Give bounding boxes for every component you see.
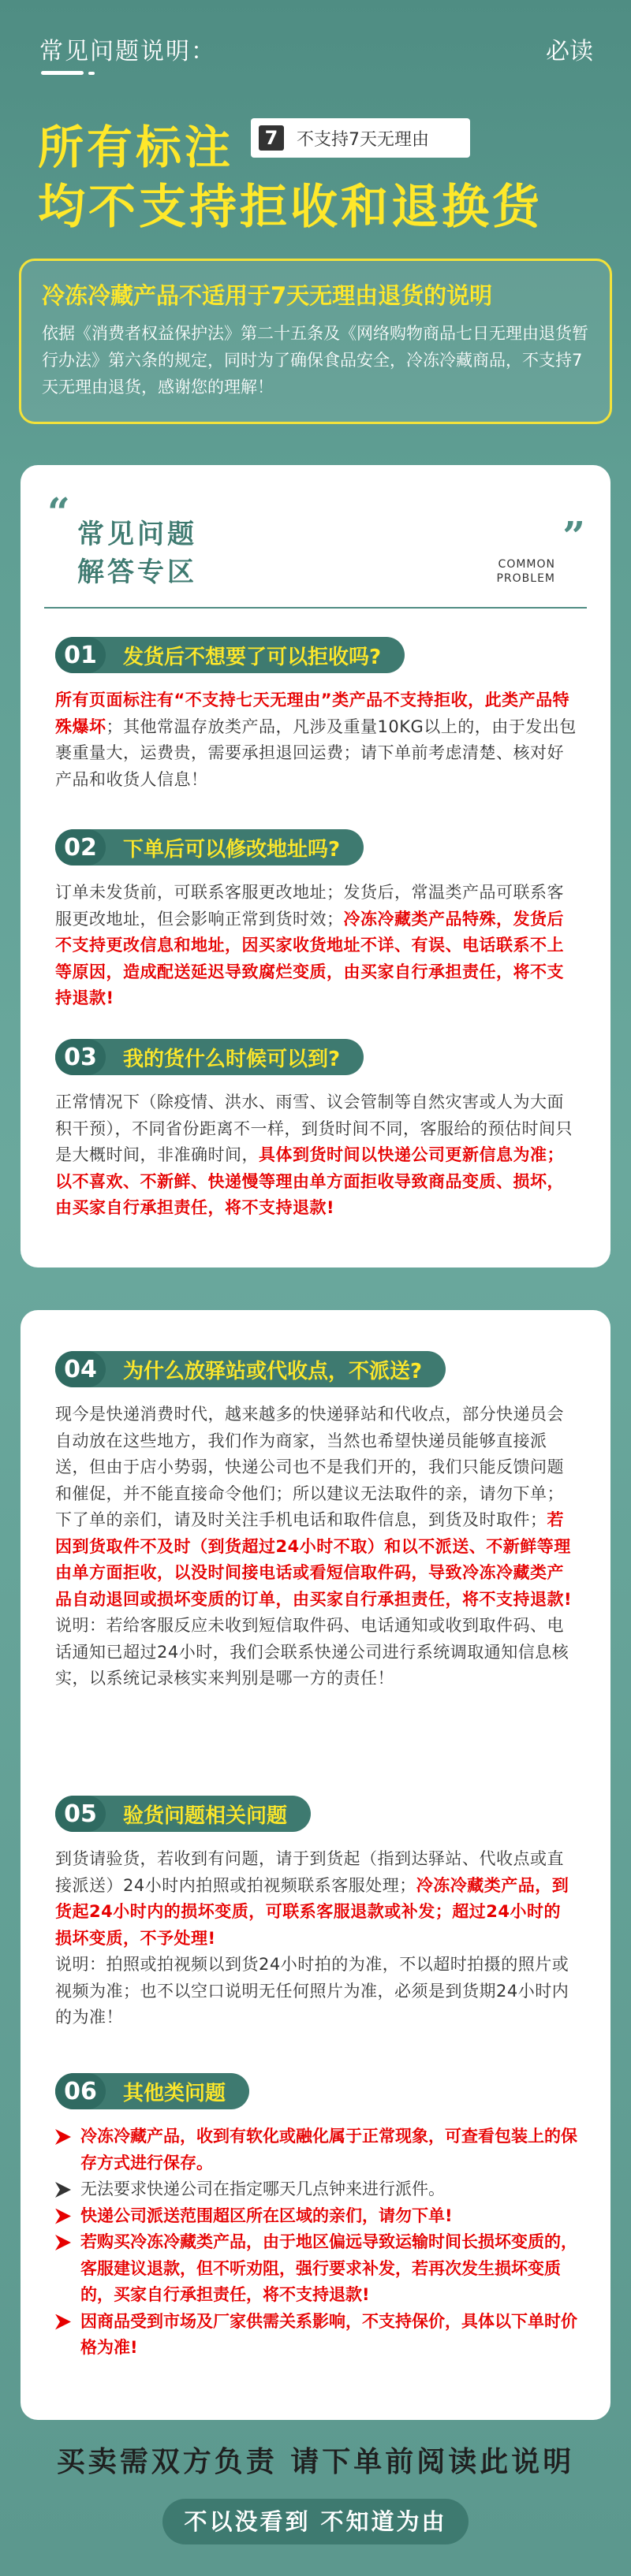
list-item-text: 因商品受到市场及厂家供需关系影响，不支持保价，具体以下单时价格为准! <box>80 2311 577 2357</box>
close-quote-icon: ” <box>562 512 585 559</box>
answer-note: 说明：拍照或拍视频以到货24小时拍的为准，不以超时拍摄的照片或视频为准；也不以空口说明无任何照片为准，必须是到货期24小时内的为准！ <box>55 1955 569 2027</box>
list-item <box>55 2124 584 2176</box>
answer-highlight: 冷冻冷藏类产品，到货起24小时内的损坏变质，可联系客服退款或补发；超过24小时的损坏变质，不予处理! <box>55 1875 569 1948</box>
faq-title-line2: 解答专区 <box>77 557 197 588</box>
question-number: 06 <box>55 2073 106 2109</box>
question-number: 04 <box>55 1351 106 1387</box>
list-item <box>55 2229 584 2309</box>
notice-title: 冷冻冷藏产品不适用于7天无理由退货的说明 <box>42 282 493 309</box>
faq-card-2 <box>21 1310 610 2420</box>
answer-05 <box>55 1846 577 2031</box>
footer-banner: 不以没看到 不知道为由 <box>162 2499 469 2544</box>
question-title: 验货问题相关问题 <box>123 1804 288 1828</box>
question-number: 05 <box>55 1796 106 1832</box>
arrow-bullet-icon <box>55 2129 71 2145</box>
no-7-day-return-badge <box>251 118 470 158</box>
answer-04 <box>55 1402 577 1692</box>
hero-title-line2: 均不支持拒收和退换货 <box>38 180 543 235</box>
question-number: 02 <box>55 829 106 865</box>
question-number: 01 <box>55 637 106 673</box>
answer-highlight: 若因到货取件不及时（到货超过24小时不取）和以不派送、不新鲜等理由单方面拒收，以没时间接电话或看短信取件码，导致冷冻冷藏类产品自动退回或损坏变质的订单，由买家自行承担责任，将不支持退款! <box>55 1510 573 1609</box>
open-quote-icon: “ <box>47 489 70 535</box>
list-item <box>55 2203 584 2230</box>
question-heading-02 <box>55 829 364 865</box>
question-title: 为什么放驿站或代收点，不派送? <box>123 1359 423 1383</box>
answer-01 <box>55 687 577 793</box>
footer-statement: 买卖需双方负责 请下单前阅读此说明 <box>56 2446 575 2478</box>
must-read-label: 必读 <box>546 38 593 65</box>
question-heading-05 <box>55 1796 311 1832</box>
answer-03 <box>55 1089 577 1222</box>
question-title: 我的货什么时候可以到? <box>123 1047 341 1071</box>
seven-day-icon: 7 <box>259 125 284 151</box>
return-policy-notice <box>19 259 612 424</box>
answer-highlight: 具体到货时间以快递公司更新信息为准；以不喜欢、不新鲜、快递慢等理由单方面拒收导致商品变质、损坏，由买家自行承担责任，将不支持退款! <box>55 1145 564 1217</box>
arrow-bullet-icon <box>55 2182 71 2198</box>
question-title: 发货后不想要了可以拒收吗? <box>123 645 382 669</box>
answer-highlight: 冷冻冷藏类产品特殊，发货后不支持更改信息和地址，因买家收货地址不详、有误、电话联系不上等原因，造成配送延迟导致腐烂变质，由买家自行承担责任，将不支持退款! <box>55 909 564 1007</box>
answer-text: 订单未发货前，可联系客服更改地址；发货后，常温类产品可联系客服更改地址，但会影响正常到货时效； <box>55 883 564 929</box>
header-divider <box>44 607 587 609</box>
answer-text: ；其他常温存放类产品，凡涉及重量10KG以上的，由于发出包裹重量大，运费贵，需要承担退回运费；请下单前考虑清楚、核对好产品和收货人信息！ <box>55 717 577 789</box>
underline-decoration <box>41 71 84 75</box>
list-item <box>55 2309 584 2362</box>
question-heading-06 <box>55 2073 249 2109</box>
list-item-text: 快递公司派送范围超区所在区域的亲们，请勿下单! <box>80 2206 453 2225</box>
faq-header <box>21 465 610 615</box>
answer-note: 说明：若给客服反应未收到短信取件码、电话通知或收到取件码、电话通知已超过24小时，我们会联系快递公司进行系统调取通知信息核实，以系统记录核实来判别是哪一方的责任！ <box>55 1616 569 1688</box>
faq-card-1 <box>21 465 610 1268</box>
arrow-bullet-icon <box>55 2209 71 2224</box>
question-title: 下单后可以修改地址吗? <box>123 837 341 862</box>
list-item-text: 若购买冷冻冷藏类产品，由于地区偏远导致运输时间长损坏变质的，客服建议退款，但不听劝阻，强行要求补发，若再次发生损坏变质的，买家自行承担责任，将不支持退款! <box>80 2232 577 2304</box>
question-number: 03 <box>55 1039 106 1075</box>
section-label: 常见问题说明： <box>39 38 216 65</box>
list-item-text: 无法要求快递公司在指定哪天几点钟来进行派件。 <box>80 2180 445 2198</box>
answer-text: 到货请验货，若收到有问题，请于到货起（指到达驿站、代收点或直接派送）24小时内拍照或拍视频联系客服处理； <box>55 1849 564 1895</box>
question-heading-04 <box>55 1351 446 1387</box>
question-heading-01 <box>55 637 405 673</box>
underline-dot-decoration <box>88 72 95 75</box>
arrow-bullet-icon <box>55 2314 71 2330</box>
badge-text: 不支持7天无理由 <box>297 129 429 150</box>
list-item <box>55 2176 584 2203</box>
list-item-text: 冷冻冷藏产品，收到有软化或融化属于正常现象，可查看包装上的保存方式进行保存。 <box>80 2127 577 2172</box>
arrow-bullet-icon <box>55 2235 71 2250</box>
faq-english-line1: COMMON <box>498 558 555 571</box>
faq-title-line1: 常见问题 <box>77 519 197 550</box>
top-bar <box>0 0 631 95</box>
question-heading-03 <box>55 1039 364 1075</box>
faq-english-line2: PROBLEM <box>496 572 555 585</box>
other-issues-list <box>55 2124 584 2362</box>
notice-body: 依据《消费者权益保护法》第二十五条及《网络购物商品七日无理由退货暂行办法》第六条的规定，同时为了确保食品安全，冷冻冷藏商品，不支持7天无理由退货，感谢您的理解！ <box>42 324 588 396</box>
question-title: 其他类问题 <box>123 2081 226 2105</box>
answer-highlight: 所有页面标注有“不支持七天无理由”类产品不支持拒收，此类产品特殊爆坏 <box>55 691 570 736</box>
answer-text: 现今是快递消费时代，越来越多的快递驿站和代收点，部分快递员会自动放在这些地方，我们作为商家，当然也希望快递员能够直接派送，但由于店小势弱，快递公司也不是我们开的，我们只能反馈问题和催促，并不能直接命令他们；所以建议无法取件的亲，请勿下单；下了单的亲们，请及时关注手机电话和取件信息，到货及时取件； <box>55 1405 564 1529</box>
answer-text: 正常情况下（除疫情、洪水、雨雪、议会管制等自然灾害或人为大面积干预），不同省份距离不一样，到货时间不同，客服给的预估时间只是大概时间，非准确时间， <box>55 1093 573 1164</box>
hero-title-line1: 所有标注 <box>38 121 234 174</box>
answer-02 <box>55 880 577 1012</box>
